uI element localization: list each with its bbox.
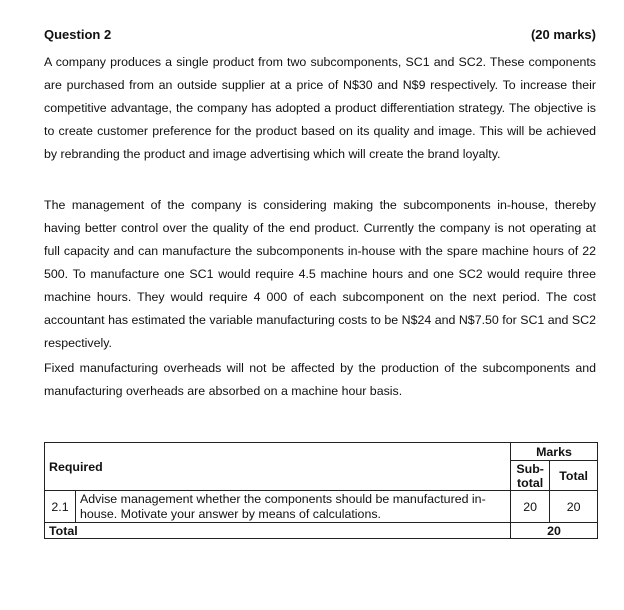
total-label: Total <box>45 523 511 539</box>
row-total: 20 <box>550 491 598 523</box>
question-marks: (20 marks) <box>530 27 596 42</box>
grand-total: 20 <box>511 523 598 539</box>
row-subtotal: 20 <box>511 491 550 523</box>
total-col-header: Total <box>550 461 598 491</box>
paragraph-scenario: The management of the company is considering making the subcomponents in-house, thereby having better control over the quality of the end product. Currently the company is not operating at full capacity and can manufacture the subcomponents in-house with the spare machine hours of 22 500. To manufacture one SC1 would require 4.5 machine hours and one SC2 would require three machine hours. They would require 4 000 of each subcomponent on the next period. The cost accountant has estimated the variable manufacturing costs to be N$24 and N$7.50 for SC1 and SC2 respectively. <box>44 198 596 350</box>
question-header <box>44 27 596 45</box>
row-text: Advise management whether the components should be manufactured in-house. Motivate your answer by means of calculations. <box>76 491 511 523</box>
row-number: 2.1 <box>45 491 76 523</box>
marks-header: Marks <box>511 443 598 461</box>
subtotal-header: Sub-total <box>511 461 550 491</box>
paragraph-overheads: Fixed manufacturing overheads will not be affected by the production of the subcomponents and manufacturing overheads are absorbed on a machine hour basis. <box>44 361 596 398</box>
paragraph-intro: A company produces a single product from two subcomponents, SC1 and SC2. These components are purchased from an outside supplier at a price of N$30 and N$9 respectively. To increase their competitive advantage, the company has adopted a product differentiation strategy. The objective is to create customer preference for the product based on its quality and image. This will be achieved by rebranding the product and image advertising which will create the brand loyalty. <box>44 55 596 161</box>
marks-table <box>44 442 598 539</box>
required-header: Required <box>45 443 511 491</box>
table-row <box>45 491 598 523</box>
question-title: Question 2 <box>44 27 112 42</box>
